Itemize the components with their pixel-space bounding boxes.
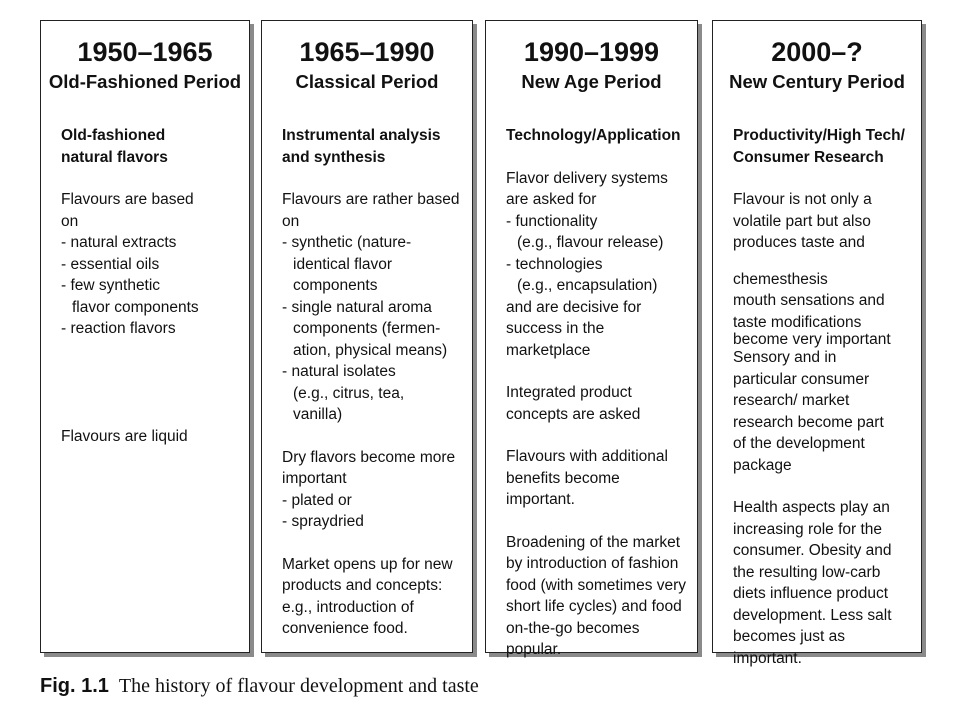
- body-line: short life cycles) and food: [506, 598, 682, 615]
- heading-line: Instrumental analysis: [282, 127, 441, 144]
- period-heading: [61, 125, 243, 168]
- body-line: important: [282, 470, 347, 487]
- body-line: - plated or: [282, 491, 352, 509]
- body-line: popular.: [506, 641, 562, 658]
- period-years: 1950–1965: [77, 37, 213, 67]
- heading-line: natural flavors: [61, 148, 168, 166]
- body-line: volatile part but also: [733, 212, 871, 230]
- period-column-old-fashioned: [40, 20, 250, 653]
- period-column-classical: [261, 20, 473, 653]
- body-line: food (with sometimes very: [506, 576, 687, 594]
- body-line: taste modifications: [733, 313, 862, 331]
- spacer: [61, 340, 243, 426]
- period-years: 2000–?: [771, 37, 863, 67]
- body-line: - natural extracts: [61, 234, 177, 251]
- body-line: on: [282, 212, 300, 230]
- heading-line: Old-fashioned: [61, 127, 166, 144]
- period-body: [61, 125, 243, 447]
- body-line: Integrated product: [506, 384, 632, 401]
- body-line: on: [61, 212, 79, 230]
- figure-caption-text: The history of flavour development and taste: [118, 675, 479, 697]
- body-line: Flavours with additional: [506, 448, 668, 465]
- body-line: (e.g., encapsulation): [517, 277, 658, 294]
- period-heading: [282, 125, 466, 168]
- body-line: particular consumer: [733, 370, 870, 388]
- figure-caption: [40, 674, 479, 698]
- period-body: [282, 125, 466, 640]
- body-line: on-the-go becomes: [506, 619, 640, 637]
- body-line: consumer. Obesity and: [733, 542, 892, 559]
- body-line: - single natural aroma: [282, 298, 432, 316]
- body-line: increasing role for the: [733, 520, 883, 538]
- body-line: becomes just as important.: [733, 628, 845, 667]
- body-line: Market opens up for new: [282, 555, 453, 573]
- body-line: Sensory and in: [733, 349, 837, 366]
- body-line: - few synthetic: [61, 277, 161, 294]
- body-line: Health aspects play an: [733, 499, 890, 516]
- body-line: concepts are asked: [506, 405, 641, 423]
- body-line: benefits become important.: [506, 469, 620, 508]
- body-line: become very important: [733, 331, 891, 348]
- body-line: package: [733, 456, 792, 474]
- period-heading: [506, 125, 691, 147]
- body-line: Flavours are rather based: [282, 191, 460, 208]
- body-line: - reaction flavors: [61, 320, 176, 337]
- body-line: and are decisive for: [506, 298, 642, 316]
- period-heading: [733, 125, 915, 168]
- period-body: [506, 125, 691, 661]
- body-line: are asked for: [506, 191, 597, 208]
- period-title: New Age Period: [521, 71, 662, 92]
- period-title: New Century Period: [729, 71, 905, 92]
- heading-line: Productivity/High Tech/: [733, 127, 905, 144]
- body-line: success in the: [506, 320, 605, 337]
- body-line: Flavor delivery systems: [506, 169, 668, 187]
- body-line: - essential oils: [61, 255, 160, 273]
- body-line: ation, physical means): [293, 341, 448, 359]
- body-line: research become part: [733, 413, 884, 431]
- body-line: - synthetic (nature-: [282, 234, 412, 251]
- body-line: mouth sensations and: [733, 292, 885, 309]
- spacer: [733, 476, 915, 497]
- period-title: Classical Period: [295, 71, 439, 92]
- spacer: [506, 361, 691, 382]
- body-line: Flavours are liquid: [61, 427, 188, 445]
- heading-line: Technology/Application: [506, 127, 681, 144]
- body-line: products and concepts:: [282, 577, 443, 594]
- body-line: research/ market: [733, 392, 850, 409]
- body-line: (e.g., citrus, tea,: [293, 384, 405, 402]
- body-line: marketplace: [506, 341, 591, 359]
- spacer: [506, 511, 691, 532]
- heading-line: and synthesis: [282, 148, 386, 166]
- body-line: identical flavor: [293, 255, 393, 273]
- body-line: Flavour is not only a: [733, 191, 872, 208]
- body-line: components: [293, 277, 378, 294]
- spacer: [733, 254, 915, 269]
- body-line: development. Less salt: [733, 606, 892, 624]
- period-years: 1990–1999: [523, 37, 660, 67]
- body-line: (e.g., flavour release): [517, 234, 664, 251]
- figure-label: Fig. 1.1: [40, 675, 109, 697]
- spacer: [506, 425, 691, 446]
- body-line: produces taste and: [733, 234, 865, 251]
- body-line: chemesthesis: [733, 270, 828, 288]
- body-line: convenience food.: [282, 620, 408, 637]
- body-line: Dry flavors become more: [282, 448, 456, 466]
- body-line: e.g., introduction of: [282, 598, 414, 616]
- spacer: [282, 533, 466, 554]
- heading-line: Consumer Research: [733, 148, 884, 166]
- body-line: diets influence product: [733, 585, 889, 602]
- period-body: [733, 125, 915, 669]
- body-line: Broadening of the market: [506, 533, 681, 551]
- body-line: of the development: [733, 435, 865, 452]
- body-line: the resulting low-carb: [733, 563, 881, 581]
- period-column-new-age: [485, 20, 698, 658]
- period-years: 1965–1990: [299, 37, 435, 67]
- body-line: - spraydried: [282, 513, 364, 530]
- body-line: flavor components: [72, 298, 199, 316]
- spacer: [282, 426, 466, 447]
- body-line: - technologies: [506, 255, 603, 273]
- body-line: vanilla): [293, 406, 343, 423]
- body-line: by introduction of fashion: [506, 555, 679, 572]
- body-line: - functionality: [506, 212, 598, 230]
- body-line: components (fermen-: [293, 320, 441, 337]
- body-line: Flavours are based: [61, 191, 194, 208]
- period-title: Old-Fashioned Period: [48, 71, 242, 92]
- period-column-new-century: [712, 20, 922, 667]
- body-line: - natural isolates: [282, 363, 396, 380]
